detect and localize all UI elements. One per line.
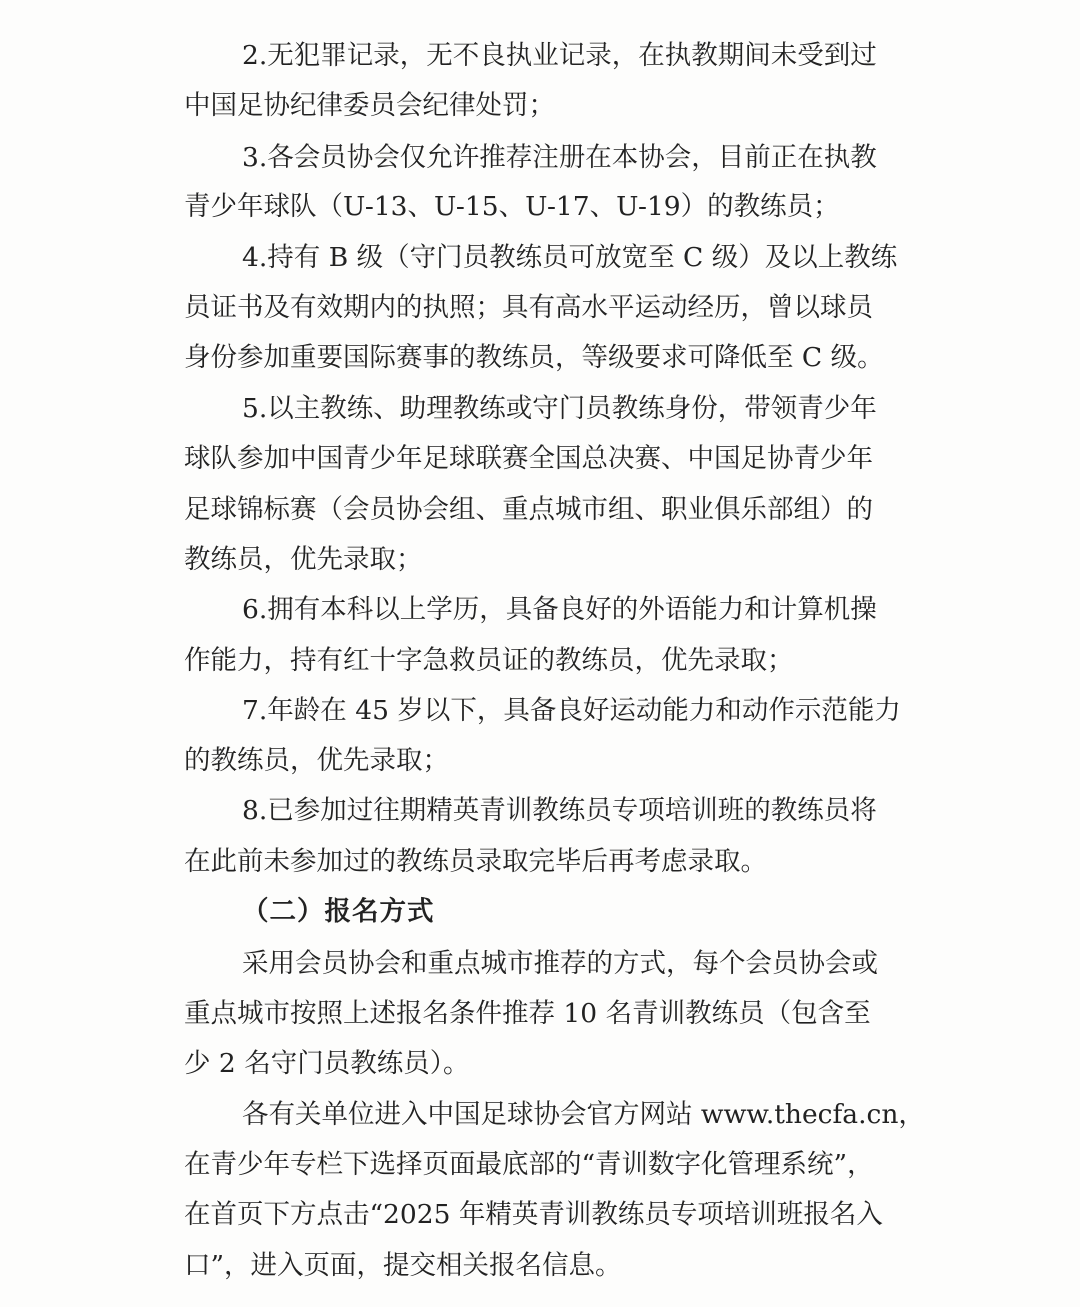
- text-line: 3.各会员协会仅允许推荐注册在本协会，目前正在执教: [242, 142, 877, 173]
- text-line: 各有关单位进入中国足球协会官方网站 www.thecfa.cn，: [242, 1099, 925, 1130]
- text-line: 2.无犯罪记录，无不良执业记录，在执教期间未受到过: [242, 40, 877, 71]
- text-line: 4.持有 B 级（守门员教练员可放宽至 C 级）及以上教练: [242, 242, 898, 273]
- text-line: 在青少年专栏下选择页面最底部的“青训数字化管理系统”，: [184, 1149, 874, 1180]
- text-line: 身份参加重要国际赛事的教练员，等级要求可降低至 C 级。: [184, 342, 884, 373]
- text-line: 口”，进入页面，提交相关报名信息。: [184, 1250, 622, 1281]
- text-line: 7.年龄在 45 岁以下，具备良好运动能力和动作示范能力: [242, 695, 901, 726]
- text-line: 作能力，持有红十字急救员证的教练员，优先录取；: [184, 645, 794, 676]
- text-line: 足球锦标赛（会员协会组、重点城市组、职业俱乐部组）的: [184, 494, 873, 525]
- text-line: 中国足协纪律委员会纪律处罚；: [184, 90, 555, 121]
- text-line: 少 2 名守门员教练员）。: [184, 1048, 470, 1079]
- text-line: 球队参加中国青少年足球联赛全国总决赛、中国足协青少年: [184, 443, 873, 474]
- text-line: 的教练员，优先录取；: [184, 745, 449, 776]
- text-line: 8.已参加过往期精英青训教练员专项培训班的教练员将: [242, 795, 877, 826]
- text-line: 重点城市按照上述报名条件推荐 10 名青训教练员（包含至: [184, 998, 871, 1029]
- text-line: 教练员，优先录取；: [184, 544, 423, 575]
- text-line: 5.以主教练、助理教练或守门员教练身份，带领青少年: [242, 393, 877, 424]
- text-line: 采用会员协会和重点城市推荐的方式，每个会员协会或: [242, 948, 878, 979]
- section-heading: （二）报名方式: [242, 896, 435, 927]
- text-line: 青少年球队（U-13、U-15、U-17、U-19）的教练员；: [184, 191, 840, 222]
- text-line: 员证书及有效期内的执照；具有高水平运动经历，曾以球员: [184, 292, 873, 323]
- text-line: 在首页下方点击“2025 年精英青训教练员专项培训班报名入: [184, 1199, 883, 1230]
- text-line: 6.拥有本科以上学历，具备良好的外语能力和计算机操: [242, 594, 877, 625]
- text-line: 在此前未参加过的教练员录取完毕后再考虑录取。: [184, 846, 767, 877]
